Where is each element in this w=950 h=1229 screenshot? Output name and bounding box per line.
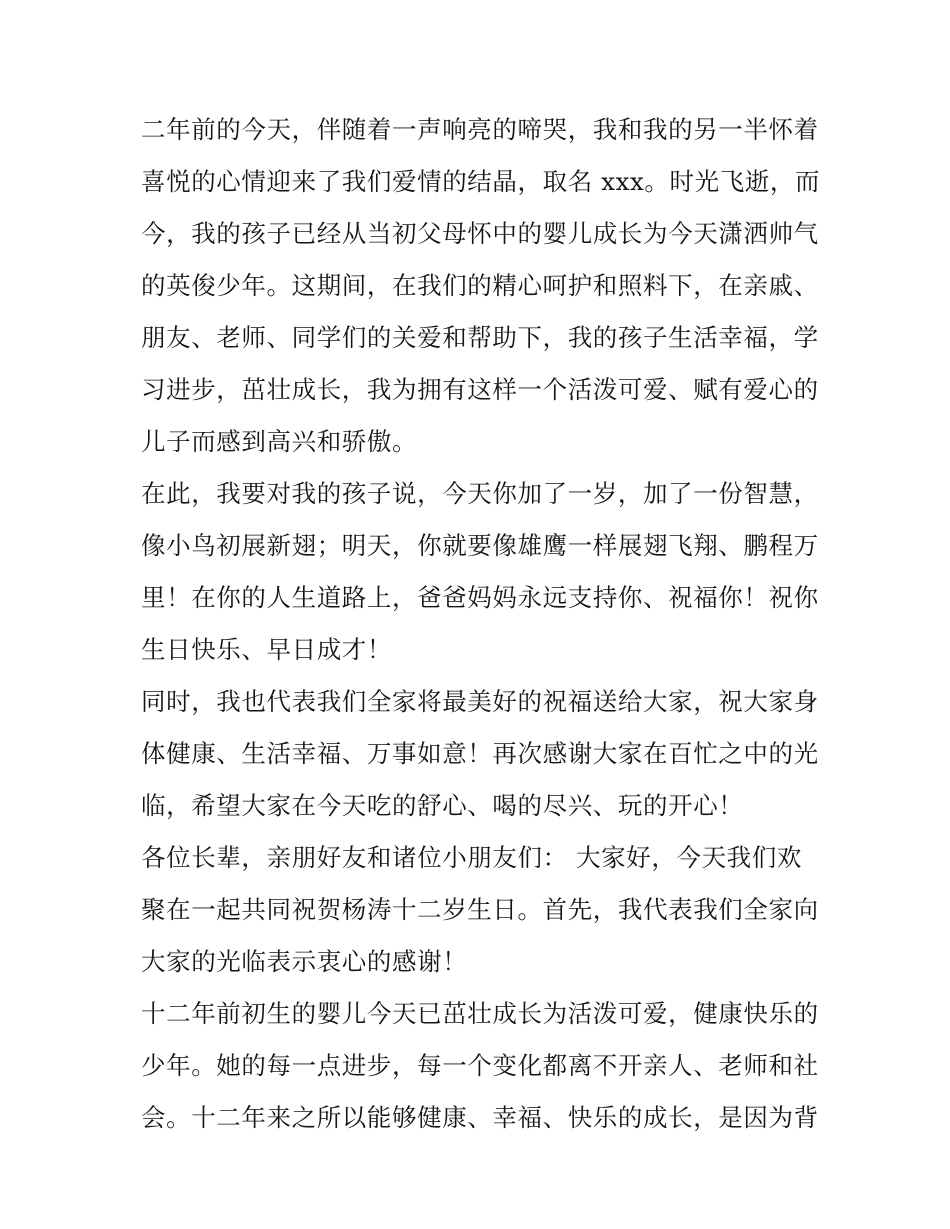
text-line: 在此，我要对我的孩子说，今天你加了一岁，加了一份智慧， [141, 479, 819, 508]
text-line: 聚在一起共同祝贺杨涛十二岁生日。首先，我代表我们全家向 [141, 895, 819, 924]
text-line: 儿子而感到高兴和骄傲。 [141, 427, 418, 456]
text-line: 今，我的孩子已经从当初父母怀中的婴儿成长为今天潇洒帅气 [141, 219, 819, 248]
text-line: 大家的光临表示衷心的感谢！ [141, 947, 468, 976]
text-line: 习进步，茁壮成长，我为拥有这样一个活泼可爱、赋有爱心的 [141, 375, 819, 404]
text-line: 少年。她的每一点进步，每一个变化都离不开亲人、老师和社 [141, 1051, 819, 1080]
document-body [141, 104, 821, 1144]
text-line: 里！在你的人生道路上，爸爸妈妈永远支持你、祝福你！祝你 [141, 583, 819, 612]
text-line: 像小鸟初展新翅；明天，你就要像雄鹰一样展翅飞翔、鹏程万 [141, 531, 819, 560]
text-line: 喜悦的心情迎来了我们爱情的结晶，取名 xxx。时光飞逝，而 [141, 167, 821, 196]
text-line: 会。十二年来之所以能够健康、幸福、快乐的成长，是因为背 [141, 1103, 819, 1132]
text-line: 临，希望大家在今天吃的舒心、喝的尽兴、玩的开心！ [141, 791, 744, 820]
text-line: 生日快乐、早日成才！ [141, 635, 392, 664]
text-line: 十二年前初生的婴儿今天已茁壮成长为活泼可爱，健康快乐的 [141, 999, 819, 1028]
text-line: 朋友、老师、同学们的关爱和帮助下，我的孩子生活幸福，学 [141, 323, 819, 352]
text-line: 同时，我也代表我们全家将最美好的祝福送给大家，祝大家身 [141, 687, 819, 716]
text-line: 各位长辈，亲朋好友和诸位小朋友们： 大家好，今天我们欢 [141, 843, 802, 872]
text-line: 二年前的今天，伴随着一声响亮的啼哭，我和我的另一半怀着 [141, 115, 819, 144]
text-line: 体健康、生活幸福、万事如意！再次感谢大家在百忙之中的光 [141, 739, 819, 768]
text-line: 的英俊少年。这期间，在我们的精心呵护和照料下，在亲戚、 [141, 271, 819, 300]
